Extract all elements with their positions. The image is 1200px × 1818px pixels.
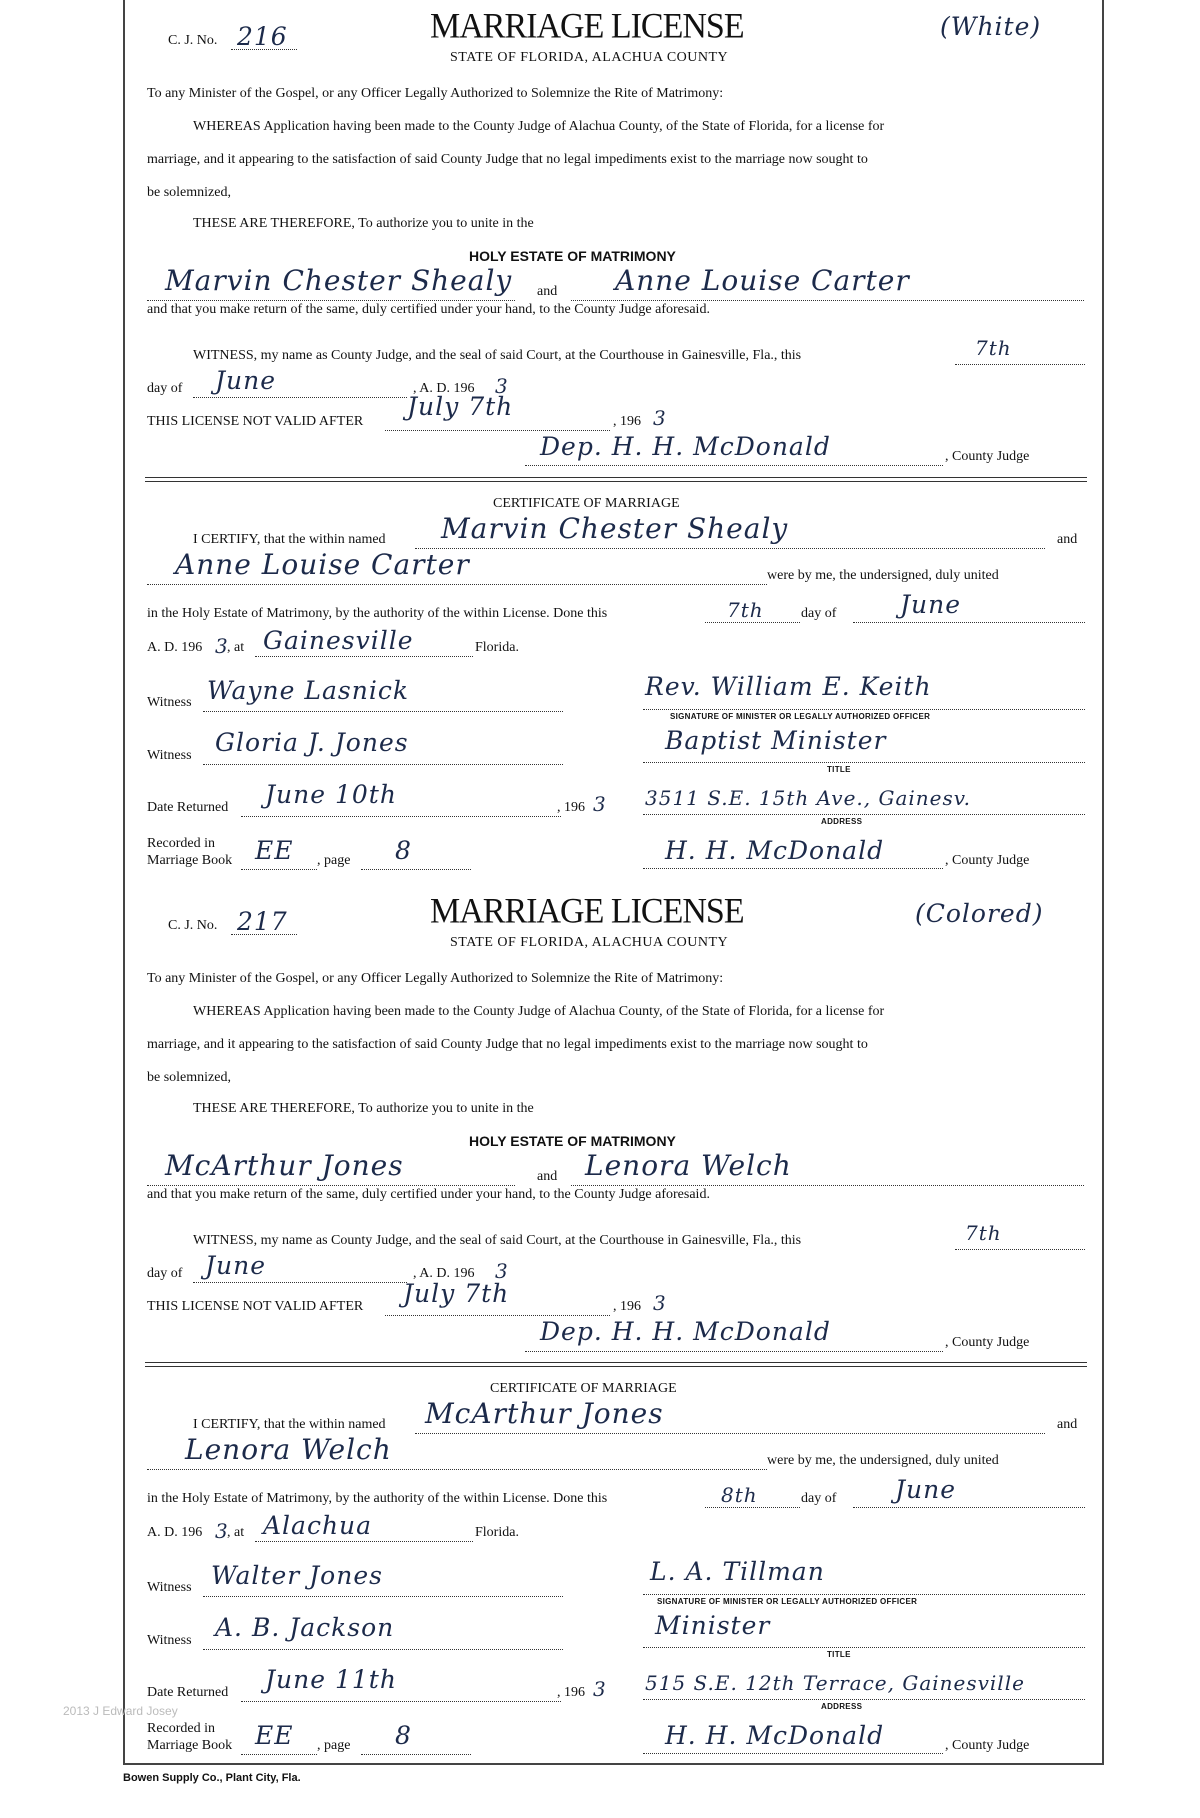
book-number: EE [255,836,294,865]
recorded-in-label: Recorded in [147,1721,216,1736]
groom-name: McArthur Jones [165,1149,404,1182]
holy-estate-heading: HOLY ESTATE OF MATRIMONY [469,1133,676,1149]
witness1-label: Witness [147,1580,192,1595]
ad-label: A. D. 196 [419,381,475,396]
expires-date: July 7th [403,1279,510,1308]
race-note: (White) [940,12,1042,41]
recorder-county-judge: , County Judge [945,1738,1030,1753]
witness2-name: A. B. Jackson [215,1613,395,1642]
county-judge-label: , County Judge [945,1335,1030,1350]
to-any-text: To any Minister of the Gospel, or any Officer Legally Authorized to Solemnize the Rite of Matrimony: [147,86,724,101]
page-label: , page [317,1738,351,1753]
groom-name: Marvin Chester Shealy [165,264,513,297]
minister-address: 515 S.E. 12th Terrace, Gainesville [645,1671,1025,1695]
certificate-heading: CERTIFICATE OF MARRIAGE [490,1381,677,1396]
whereas-line-1: WHEREAS Application having been made to the County Judge of Alachua County, of the State of Florida, for a license for [193,1004,885,1019]
whereas-line-2: marriage, and it appearing to the satisfaction of said County Judge that no legal impediments exist to the marriage now sought to [147,1037,868,1052]
license-subtitle: STATE OF FLORIDA, ALACHUA COUNTY [450,935,729,950]
certificate-heading: CERTIFICATE OF MARRIAGE [493,496,680,511]
ad-label: A. D. 196 [419,1266,475,1281]
done-day: 7th [727,598,764,622]
witness1-name: Wayne Lasnick [207,676,409,705]
cert-bride: Anne Louise Carter [175,548,470,581]
done-day-of: day of [801,1491,837,1506]
date-returned: June 10th [265,780,397,809]
cert-and: and [1057,532,1078,547]
address-caption: ADDRESS [821,1702,863,1711]
address-caption: ADDRESS [821,817,863,826]
recorder-county-judge: , County Judge [945,853,1030,868]
judge-signature: Dep. H. H. McDonald [540,432,831,461]
book-number: EE [255,1721,294,1750]
certify-text: I CERTIFY, that the within named [193,1417,386,1432]
bride-name: Lenora Welch [585,1149,792,1182]
at-word: , at [227,1525,245,1540]
title-caption: TITLE [827,1650,851,1659]
page-label: , page [317,853,351,868]
minister-signature-caption: SIGNATURE OF MINISTER OR LEGALLY AUTHORIZED OFFICER [670,712,931,721]
license-title: MARRIAGE LICENSE [430,7,744,46]
recorder-signature: H. H. McDonald [665,836,885,865]
page-border-right [1102,0,1104,1765]
therefore-text: THESE ARE THEREFORE, To authorize you to unite in the [193,1101,534,1116]
marriage-place: Alachua [263,1511,373,1540]
cert-bride: Lenora Welch [185,1433,392,1466]
not-valid-label: THIS LICENSE NOT VALID AFTER [147,414,364,429]
license-month: June [205,1251,267,1280]
to-any-text: To any Minister of the Gospel, or any Officer Legally Authorized to Solemnize the Rite of Matrimony: [147,971,724,986]
florida-label: Florida. [475,1525,519,1540]
license-year-digit: 3 [495,374,509,398]
bride-name: Anne Louise Carter [615,264,910,297]
cert-and: and [1057,1417,1078,1432]
expires-year-label: 196 [620,1299,641,1314]
expires-year-digit: 3 [653,406,667,430]
witness1-name: Walter Jones [211,1561,383,1590]
judge-signature: Dep. H. H. McDonald [540,1317,831,1346]
cert-year-digit: 3 [215,1519,229,1543]
minister-address: 3511 S.E. 15th Ave., Gainesv. [645,786,972,810]
cert-groom: Marvin Chester Shealy [441,512,789,545]
florida-label: Florida. [475,640,519,655]
cj-number: 216 [237,22,288,51]
license-month: June [215,366,277,395]
not-valid-label: THIS LICENSE NOT VALID AFTER [147,1299,364,1314]
holy-estate-heading: HOLY ESTATE OF MATRIMONY [469,248,676,264]
date-returned: June 11th [265,1665,397,1694]
race-note: (Colored) [915,899,1044,928]
day-of-label: day of [147,381,183,396]
date-returned-label: Date Returned [147,800,229,815]
expires-date: July 7th [407,392,514,421]
holy-estate-text: in the Holy Estate of Matrimony, by the authority of the within License. Done this [147,1491,608,1506]
witness2-label: Witness [147,1633,192,1648]
license-title: MARRIAGE LICENSE [430,892,744,931]
marriage-book-label: Marriage Book [147,853,233,868]
cert-ad-label: A. D. 196 [147,640,203,655]
witness-text: WITNESS, my name as County Judge, and the seal of said Court, at the Courthouse in Gainesville, Fla., this [193,348,802,363]
page-border-bottom [123,1763,1104,1765]
were-by-me: were by me, the undersigned, duly united [767,568,999,583]
returned-year-label: 196 [564,1685,585,1700]
whereas-line-2: marriage, and it appearing to the satisfaction of said County Judge that no legal impediments exist to the marriage now sought to [147,152,868,167]
were-by-me: were by me, the undersigned, duly united [767,1453,999,1468]
license-year-digit: 3 [495,1259,509,1283]
page-border-left [123,0,125,1765]
done-day-of: day of [801,606,837,621]
page-number: 8 [395,836,412,865]
page-number: 8 [395,1721,412,1750]
witness-text: WITNESS, my name as County Judge, and the seal of said Court, at the Courthouse in Gainesville, Fla., this [193,1233,802,1248]
therefore-text: THESE ARE THEREFORE, To authorize you to unite in the [193,216,534,231]
returned-year-label: 196 [564,800,585,815]
done-day: 8th [721,1483,758,1507]
minister-signature: L. A. Tillman [650,1557,825,1586]
title-caption: TITLE [827,765,851,774]
license-subtitle: STATE OF FLORIDA, ALACHUA COUNTY [450,50,729,65]
whereas-line-3: be solemnized, [147,1070,231,1085]
cert-ad-label: A. D. 196 [147,1525,203,1540]
printer-footer: Bowen Supply Co., Plant City, Fla. [123,1772,301,1784]
whereas-line-3: be solemnized, [147,185,231,200]
marriage-book-label: Marriage Book [147,1738,233,1753]
whereas-line-1: WHEREAS Application having been made to the County Judge of Alachua County, of the State of Florida, for a license for [193,119,885,134]
minister-title: Minister [655,1611,771,1640]
witness1-label: Witness [147,695,192,710]
marriage-place: Gainesville [263,626,414,655]
cj-label: C. J. No. [168,33,218,48]
and-word: and [537,1169,558,1184]
minister-signature-caption: SIGNATURE OF MINISTER OR LEGALLY AUTHORIZED OFFICER [657,1597,918,1606]
done-month: June [895,1475,957,1504]
expires-year-label: 196 [620,414,641,429]
return-text: and that you make return of the same, duly certified under your hand, to the County Judge aforesaid. [147,1187,710,1202]
witness2-label: Witness [147,748,192,763]
return-text: and that you make return of the same, duly certified under your hand, to the County Judge aforesaid. [147,302,710,317]
cj-number: 217 [237,907,288,936]
cert-groom: McArthur Jones [425,1397,664,1430]
witness2-name: Gloria J. Jones [215,728,409,757]
witness-day: 7th [965,1221,1002,1245]
county-judge-label: , County Judge [945,449,1030,464]
cert-year-digit: 3 [215,634,229,658]
watermark: 2013 J Edward Josey [63,1704,178,1718]
witness-day: 7th [975,336,1012,360]
minister-signature: Rev. William E. Keith [645,672,932,701]
returned-year-digit: 3 [593,792,607,816]
date-returned-label: Date Returned [147,1685,229,1700]
recorder-signature: H. H. McDonald [665,1721,885,1750]
at-word: , at [227,640,245,655]
day-of-label: day of [147,1266,183,1281]
minister-title: Baptist Minister [665,726,887,755]
and-word: and [537,284,558,299]
recorded-in-label: Recorded in [147,836,216,851]
done-month: June [900,590,962,619]
cj-label: C. J. No. [168,918,218,933]
expires-year-digit: 3 [653,1291,667,1315]
holy-estate-text: in the Holy Estate of Matrimony, by the authority of the within License. Done this [147,606,608,621]
license-217: C. J. No. 217 MARRIAGE LICENSE STATE OF FLORIDA, ALACHUA COUNTY (Colored) To any Minister of the Gospel, or any Officer Legally Authorized to Solemnize the Rite of Matrimony: WHEREAS Application having been made to the County Judge of Alachua County, of the State of Florida, for a license for marriage, and it appearing to the satisfaction of said County Judge that no legal impediments exist to the marriage now sought to be solemnized, THESE ARE THEREFORE, To authorize you to unite in the HOLY ESTATE OF MATRIMONY McArthur Jones and Lenora Welch and that you make return of the same, duly certified under your hand, to the County Judge aforesaid. WITNESS, my name as County Judge, and the seal of said Court, at the Courthouse in Gainesville, Fla., this 7th day of June , A. D. 196 3 THIS LICENSE NOT VALID AFTER July 7th , 196 3 Dep. H. H. McDonald , County Judge CERTIFICATE OF MARRIAGE I CERTIFY, that the within named McArthur Jones and Lenora Welch were by me, the undersigned, duly united in the Holy Estate of Matrimony, by the authority of the within License. Done this 8th day of June A. D. 196 3 , at Alachua Florida. Witness Walter Jones L. A. Tillman SIGNATURE OF MINISTER OR LEGALLY AUTHORIZED OFFICER Witness A. B. Jackson Minister TITLE Date Returned June 11th , 196 3 515 S.E. 12th Terrace, Gainesville ADDRESS Recorded in Marriage Book EE , page 8 H. H. McDonald , County Judge [145,885,1085,1755]
license-216: C. J. No. 216 MARRIAGE LICENSE STATE OF FLORIDA, ALACHUA COUNTY (White) To any Minister of the Gospel, or any Officer Legally Authorized to Solemnize the Rite of Matrimony: WHEREAS Application having been made to the County Judge of Alachua County, of the State of Florida, for a license for marriage, and it appearing to the satisfaction of said County Judge that no legal impediments exist to the marriage now sought to be solemnized, THESE ARE THEREFORE, To authorize you to unite in the HOLY ESTATE OF MATRIMONY Marvin Chester Shealy and Anne Louise Carter and that you make return of the same, duly certified under your hand, to the County Judge aforesaid. WITNESS, my name as County Judge, and the seal of said Court, at the Courthouse in Gainesville, Fla., this 7th day of June , A. D. 196 3 THIS LICENSE NOT VALID AFTER July 7th , 196 3 Dep. H. H. McDonald , County Judge CERTIFICATE OF MARRIAGE I CERTIFY, that the within named Marvin Chester Shealy and Anne Louise Carter were by me, the undersigned, duly united in the Holy Estate of Matrimony, by the authority of the within License. Done this 7th day of June A. D. 196 3 , at Gainesville Florida. Witness Wayne Lasnick Rev. William E. Keith SIGNATURE OF MINISTER OR LEGALLY AUTHORIZED OFFICER Witness Gloria J. Jones Baptist Minister TITLE Date Returned June 10th , 196 3 3511 S.E. 15th Ave., Gainesv. ADDRESS Recorded in Marriage Book EE , page 8 H. H. McDonald , County Judge [145,0,1085,870]
certify-text: I CERTIFY, that the within named [193,532,386,547]
returned-year-digit: 3 [593,1677,607,1701]
